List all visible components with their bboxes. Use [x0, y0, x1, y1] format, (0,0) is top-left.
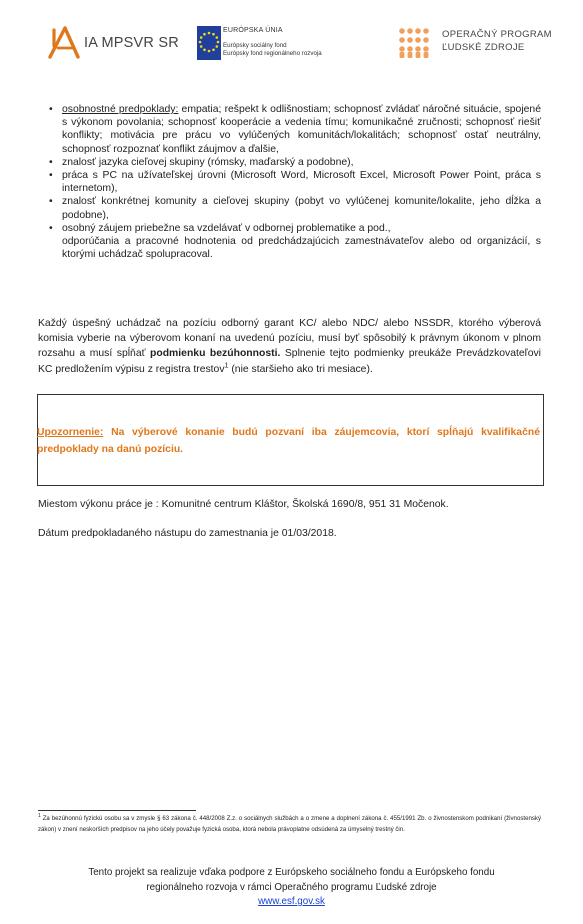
item-text-2: odporúčania a pracovné hodnotenia od predchádzajúcich zamestnávateľov alebo od organizácií, s ktorými uchádzač spolupracoval.	[62, 236, 541, 261]
ia-logo-icon	[44, 24, 84, 62]
warning-body: Na výberové konanie budú pozvaní iba záujemcovia, ktorí spĺňajú kvalifikačné predpoklady na danú pozíciu.	[37, 427, 540, 455]
eu-fund-1: Európsky sociálny fond	[223, 42, 287, 49]
bullet-icon: •	[49, 156, 53, 168]
list-item	[38, 169, 541, 195]
footer-line1: Tento projekt sa realizuje vďaka podpore z Európskeho sociálneho fondu a Európskeho fondu	[88, 867, 495, 878]
bullet-icon: •	[49, 196, 53, 208]
paragraph-bold: podmienku bezúhonnosti.	[150, 348, 281, 360]
warning-label: Upozornenie:	[37, 427, 104, 438]
footnote	[38, 814, 541, 835]
list-item	[38, 222, 541, 262]
esf-link[interactable]: www.esf.gov.sk	[258, 896, 325, 907]
eu-fund-2: Európsky fond regionálneho rozvoja	[223, 50, 322, 57]
eu-flag-icon	[197, 26, 221, 60]
bullet-icon: •	[49, 170, 53, 182]
op-ludske-zdroje-logo	[396, 26, 566, 62]
eu-logo	[197, 26, 377, 62]
item-text: znalosť konkrétnej komunity a cieľovej skupiny (pobyt vo vylúčenej komunite/lokalite, jeho dĺžka a podobne),	[62, 196, 541, 221]
item-text: osobný záujem priebežne sa vzdelávať v odbornej problematike a pod.,	[62, 222, 391, 234]
footnote-number: 1	[38, 812, 41, 819]
footer-line2: regionálneho rozvoja v rámci Operačného programu Ľudské zdroje	[146, 881, 437, 893]
footnote-text: Za bezúhonnú fyzickú osobu sa v zmysle § 63 zákona č. 448/2008 Z.z. o sociálnych službách a o zmene a doplnení zákona č. 455/1991 Zb. o živnostenskom podnikaní (živnostenský zákon) v znení neskorších predpisov na jeho účely považuje fyzická osoba, ktorá nebola právoplatne odsúdená za úmyselný trestný čin.	[38, 815, 541, 833]
paragraph-text: (nie staršieho ako tri mesiace).	[228, 363, 373, 375]
integrity-paragraph	[38, 316, 541, 377]
page-footer	[30, 866, 553, 910]
item-text: empatia; rešpekt k odlišnostiam; schopnosť zvládať náročné situácie, spojené s výkonom povolania; schopnosť kooperácie a vedenia tímu; komunikačné zručnosti; schopnosť riešiť konflikty; motivácia pre prácu vo vylúčených komunitách/lokalitách; schopnosť ostať neutrálny, schopnosť rozpoznať konflikt záujmov a ďalšie,	[62, 104, 541, 155]
footnote-ref: 1	[224, 362, 229, 370]
logo1-text: IA MPSVR SR	[84, 35, 179, 51]
list-item	[38, 195, 541, 221]
warning-text	[37, 425, 540, 458]
people-grid-icon	[396, 26, 436, 60]
requirements-list	[38, 103, 541, 261]
ia-mpsvr-logo	[44, 24, 179, 62]
item-text: znalosť jazyka cieľovej skupiny (rómsky, maďarský a podobne),	[62, 156, 354, 168]
footnote-divider	[38, 810, 196, 811]
bullet-icon: •	[49, 104, 53, 115]
op-line2: ĽUDSKÉ ZDROJE	[442, 42, 525, 53]
work-place: Miestom výkonu práce je : Komunitné centrum Kláštor, Školská 1690/8, 951 31 Močenok.	[38, 499, 449, 510]
start-date: Dátum predpokladaného nástupu do zamestnania je 01/03/2018.	[38, 528, 337, 539]
item-label: osobnostné predpoklady:	[62, 104, 179, 115]
paragraph-text: Každý úspešný uchádzač na pozíciu odborný garant KC/ alebo NDC/ alebo NSSDR, ktorého výberová komisia vyberie na výberovom konaní na uvedenú pozíciu, musí byť spôsobilý k právnym úkonom v plnom rozsahu a musí spĺňať	[38, 318, 541, 360]
op-line1: OPERAČNÝ PROGRAM	[442, 29, 552, 40]
list-item	[38, 103, 541, 156]
list-item	[38, 156, 541, 169]
eu-title: EURÓPSKA ÚNIA	[223, 27, 283, 34]
bullet-icon: •	[49, 222, 53, 234]
paragraph-text: Splnenie tejto podmienky preukáže Prevádzkovateľovi KC predložením výpisu z registra trestov	[38, 348, 541, 375]
item-text: práca s PC na užívateľskej úrovni (Microsoft Word, Microsoft Excel, Microsoft Power Point, práca s internetom),	[62, 170, 541, 195]
